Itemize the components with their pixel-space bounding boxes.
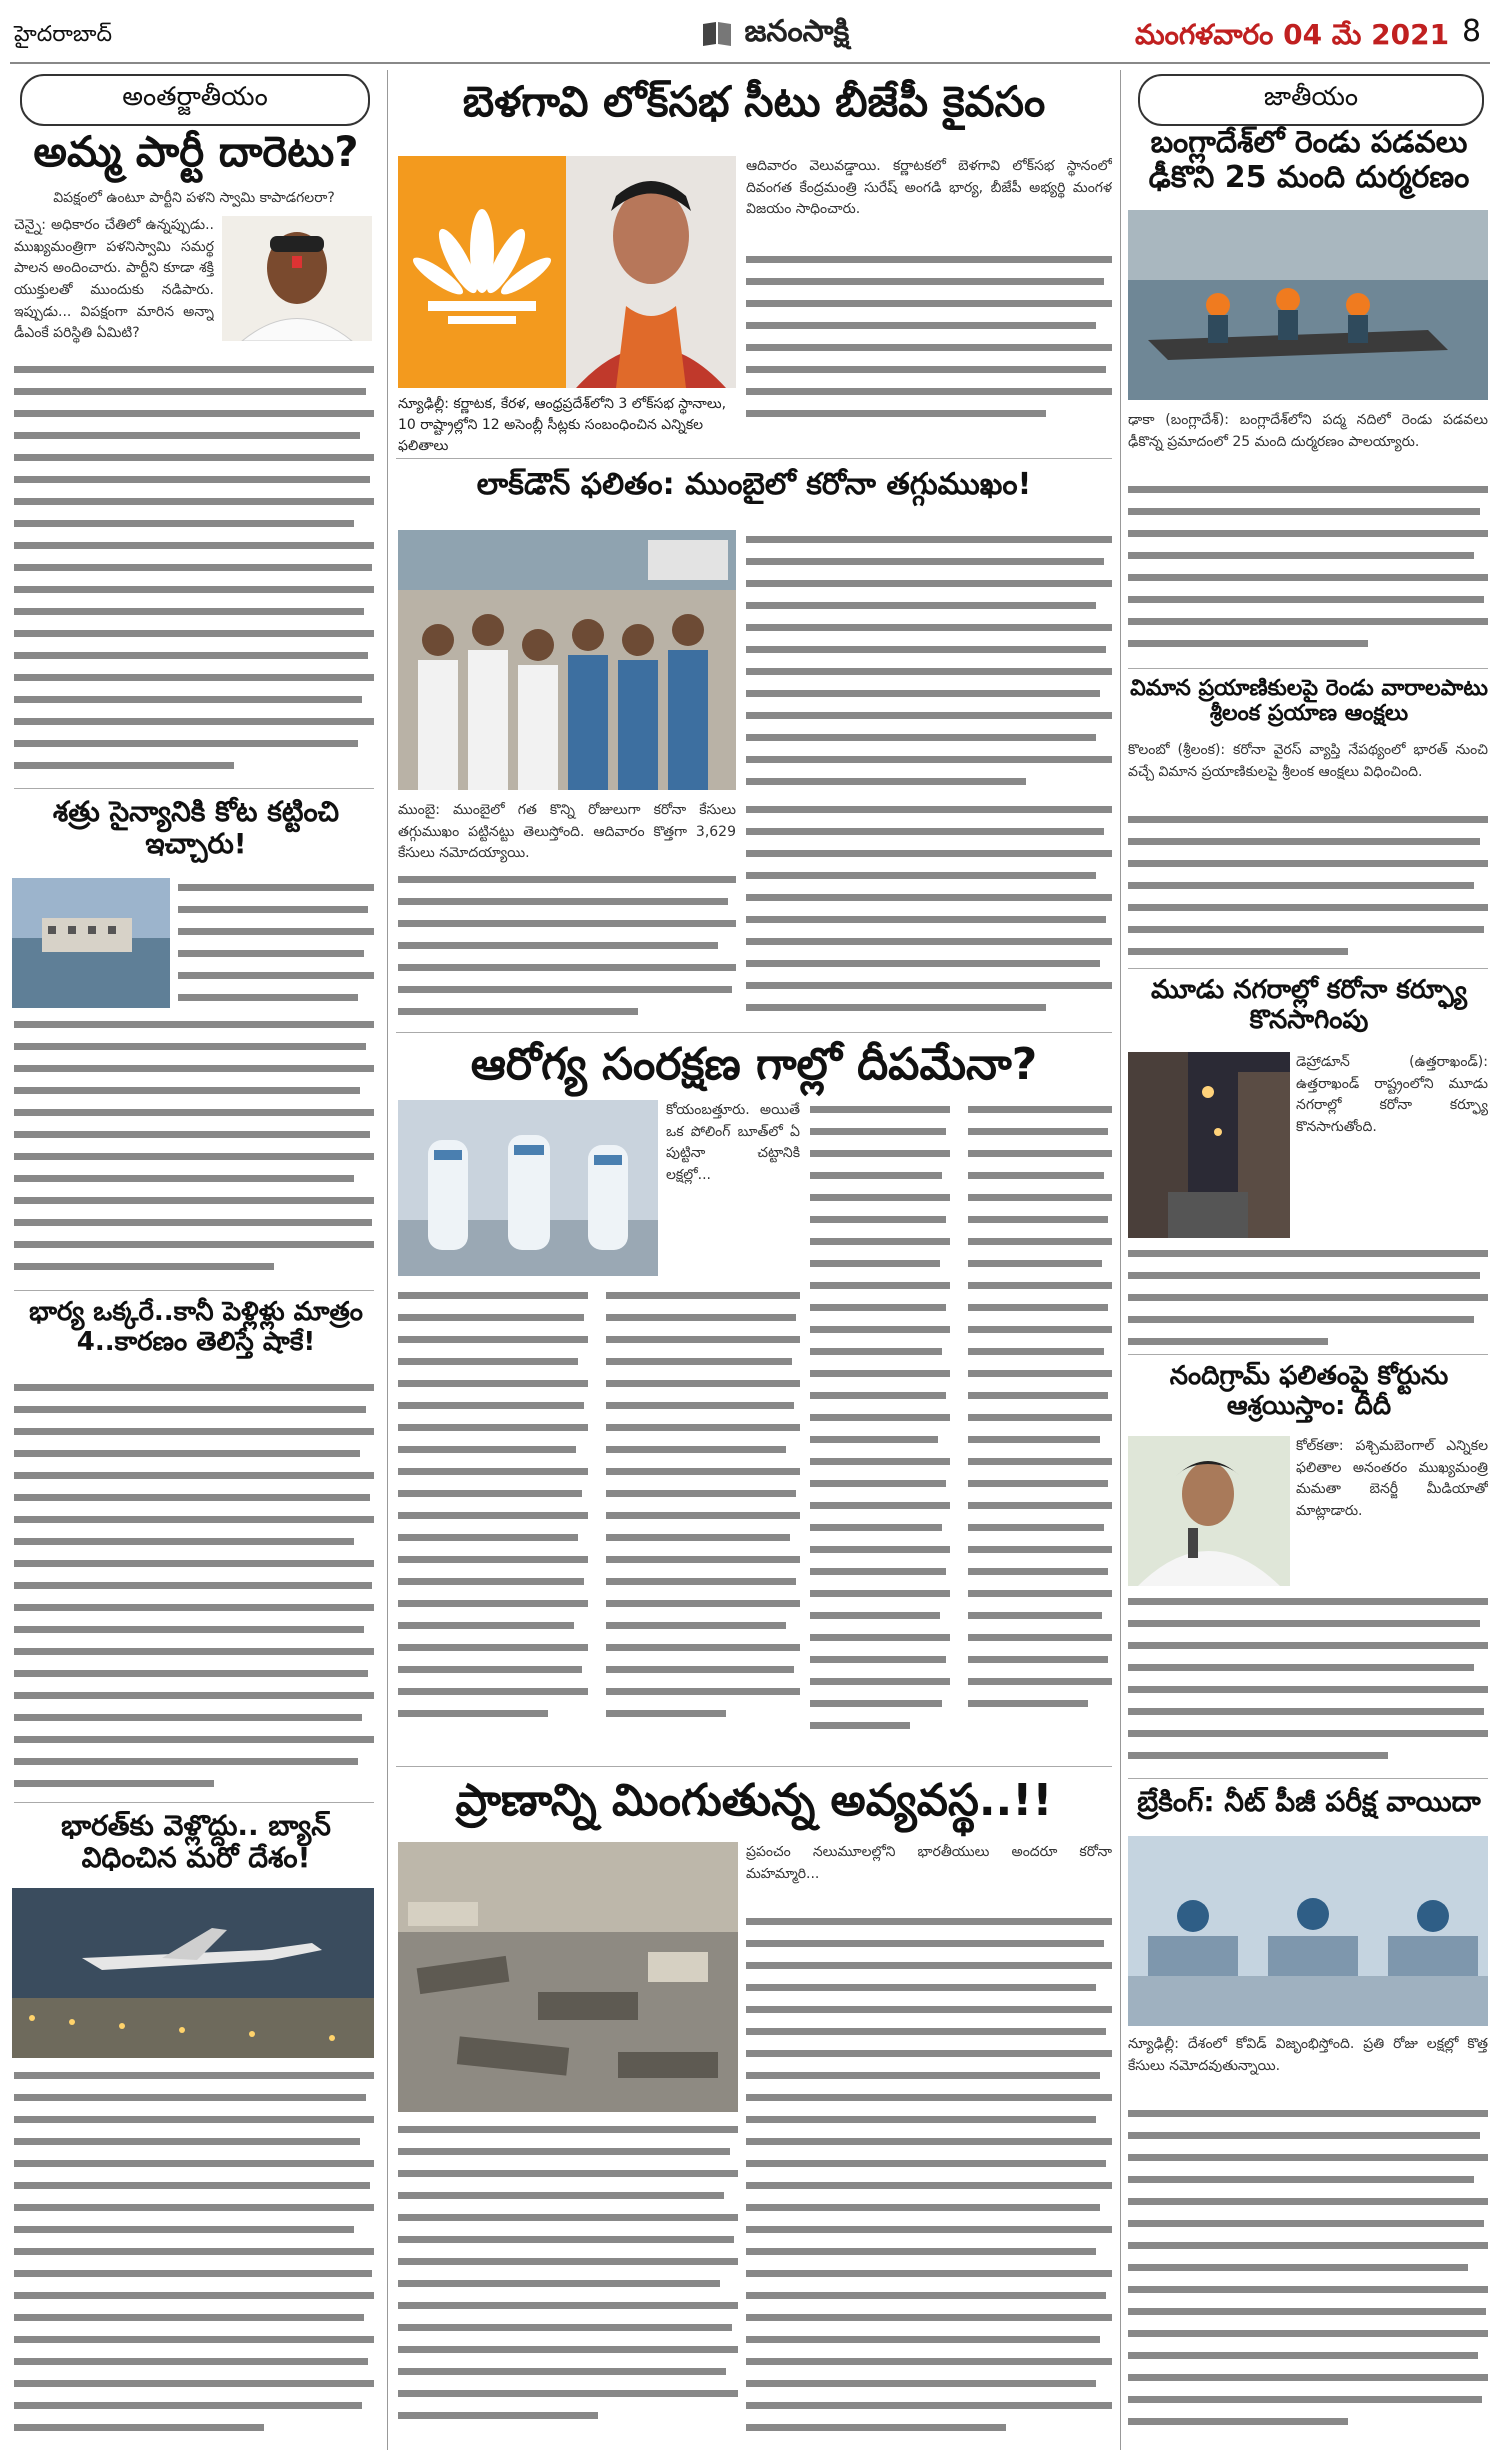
divider bbox=[14, 788, 374, 789]
photo-boat-rescue bbox=[1128, 210, 1488, 400]
article-belagavi-lead: ఆదివారం వెలువడ్డాయి. కర్ణాటకలో బెళగావి లోక్‌సభ స్థానంలో దివంగత కేంద్రమంత్రి సురేష్ అంగడి భార్య, బీజేపీ అభ్యర్థి మంగళ విజయం సాధించారు. bbox=[746, 158, 1112, 218]
article-healthcare-lead: కోయంబత్తూరు. అయితే ఒక పోలింగ్ బూత్‌లో ఏ పుట్టినా చట్టానికి లక్షల్లో... bbox=[666, 1102, 800, 1184]
headline-curfew: మూడు నగరాల్లో కరోనా కర్ఫ్యూ కొనసాగింపు bbox=[1151, 975, 1467, 1035]
article-fort-lead bbox=[178, 878, 374, 1008]
headline-srilanka-restrictions: విమాన ప్రయాణికులపై రెండు వారాలపాటు శ్రీలంక ప్రయాణ ఆంక్షలు bbox=[1130, 676, 1488, 727]
photo-panneerselvam bbox=[222, 216, 372, 341]
article-travel-ban-body bbox=[14, 2066, 374, 2446]
headline-nandigram: నందిగ్రామ్ ఫలితంపై కోర్టును ఆశ్రయిస్తాం: దీదీ bbox=[1169, 1361, 1449, 1421]
headline-healthcare: ఆరోగ్య సంరక్షణ గాల్లో దీపమేనా? bbox=[470, 1039, 1038, 1090]
divider bbox=[1128, 968, 1488, 969]
divider bbox=[1128, 1354, 1488, 1355]
article-mumbai-body-2 bbox=[746, 800, 1112, 1020]
headline-bangladesh-boats: బంగ్లాదేశ్‌లో రెండు పడవలు ఢీకొని 25 మంది దుర్మరణం bbox=[1148, 125, 1470, 195]
headline-mumbai-lockdown: లాక్‌డౌన్ ఫలితం: ముంబైలో కరోనా తగ్గుముఖం! bbox=[476, 467, 1032, 502]
article-amma-party-lead: చెన్నై: అధికారం చేతిలో ఉన్నప్పుడు.. ముఖ్యమంత్రిగా పళనిస్వామి సమర్థ పాలన అందించారు. పార్టీని కూడా శక్తి యుక్తులతో ముందుకు నడిపారు. ఇప్పుడు... విపక్షంగా మారిన అన్నా డీఎంకే పరిస్థితి ఏమిటి? bbox=[14, 217, 214, 342]
article-four-marriages-body bbox=[14, 1378, 374, 1798]
article-mumbai-lead: ముంబై: ముంబైలో గత కొన్ని రోజులుగా కరోనా కేసులు తగ్గుముఖం పట్టినట్టు తెలుస్తోంది. ఆదివారం కొత్తగా 3,629 కేసులు నమోదయ్యాయి. bbox=[398, 802, 736, 862]
photo-vaccination-queue bbox=[398, 530, 736, 790]
article-system-failure-body bbox=[746, 1912, 1112, 2442]
article-fort-body bbox=[14, 1015, 374, 1285]
photo-mamata bbox=[1128, 1436, 1290, 1586]
article-curfew-lead: డెహ్రాడూన్ (ఉత్తరాఖండ్): ఉత్తరాఖండ్ రాష్ట్రంలోని మూడు నగరాల్లో కరోనా కర్ఫ్యూ కొనసాగుతోంది. bbox=[1296, 1054, 1488, 1136]
article-neet-lead: న్యూఢిల్లీ: దేశంలో కోవిడ్ విజృంభిస్తోంది. ప్రతి రోజు లక్షల్లో కొత్త కేసులు నమోదవుతున్నాయి. bbox=[1128, 2036, 1488, 2074]
article-healthcare-body bbox=[398, 1286, 800, 1756]
book-icon bbox=[700, 18, 734, 48]
article-srilanka-lead: కొలంబో (శ్రీలంక): కరోనా వైరస్ వ్యాప్తి నేపథ్యంలో భారత్ నుంచి వచ్చే విమాన ప్రయాణికులపై శ్రీలంక ఆంక్షలు విధించింది. bbox=[1128, 742, 1488, 780]
issue-date: మంగళవారం 04 మే 2021 bbox=[1135, 18, 1450, 51]
photo-exam-hall bbox=[1128, 1836, 1488, 2026]
column-divider bbox=[387, 70, 388, 2450]
headline-fort: శత్రు సైన్యానికి కోట కట్టించి ఇచ్చారు! bbox=[52, 795, 340, 861]
newspaper-brand bbox=[700, 14, 849, 56]
divider bbox=[1128, 668, 1488, 669]
section-international: అంతర్జాతీయం bbox=[20, 74, 370, 126]
headline-travel-ban: భారత్‌కు వెళ్లొద్దు.. బ్యాన్ విధించిన మరో దేశం! bbox=[61, 1809, 331, 1875]
article-bangladesh-body bbox=[1128, 480, 1488, 660]
header-rule bbox=[10, 62, 1490, 64]
header-city: హైదరాబాద్ bbox=[14, 22, 112, 47]
headline-amma-party: అమ్మ పార్టీ దారెటు? bbox=[33, 127, 359, 176]
brand-name: జనంసాక్షి bbox=[744, 14, 850, 49]
article-nandigram-body bbox=[1128, 1592, 1488, 1772]
photo-mangala-angadi bbox=[566, 156, 736, 388]
headline-four-marriages: భార్య ఒక్కరే..కానీ పెళ్లిళ్లు మాత్రం 4..కారణం తెలిస్తే షాకే! bbox=[29, 1297, 363, 1357]
article-belagavi-body bbox=[746, 250, 1112, 440]
headline-belagavi: బెళగావి లోక్‌సభ సీటు బీజేపీ కైవసం bbox=[462, 77, 1046, 126]
article-mumbai-right bbox=[746, 530, 1112, 790]
article-nandigram-lead: కోల్‌కతా: పశ్చిమబెంగాల్ ఎన్నికల ఫలితాల అనంతరం ముఖ్యమంత్రి మమతా బెనర్జీ మీడియాతో మాట్లాడారు. bbox=[1296, 1438, 1488, 1520]
caption-belagavi: న్యూఢిల్లీ: కర్ణాటక, కేరళ, ఆంధ్రప్రదేశ్‌లోని 3 లోక్‌సభ స్థానాలు, 10 రాష్ట్రాల్లోని 12 అసెంబ్లీ సీట్లకు సంబంధించిన ఎన్నికల ఫలితాలు bbox=[398, 396, 727, 454]
kicker-amma-party: విపక్షంలో ఉంటూ పార్టీని పళని స్వామి కాపాడగలరా? bbox=[53, 190, 335, 206]
headline-system-failure: ప్రాణాన్ని మింగుతున్న అవ్యవస్థ..!! bbox=[455, 1775, 1053, 1826]
photo-bjp-symbol bbox=[398, 156, 566, 388]
headline-neet-pg: బ్రేకింగ్: నీట్ పీజీ పరీక్ష వాయిదా bbox=[1137, 1785, 1481, 1818]
article-amma-party-body bbox=[14, 360, 374, 780]
article-system-failure-body-2 bbox=[398, 2120, 738, 2442]
article-system-failure-lead: ప్రపంచం నలుమూలల్లోని భారతీయులు అందరూ కరోనా మహమ్మారి... bbox=[746, 1844, 1112, 1882]
photo-airplane bbox=[12, 1888, 374, 2058]
divider bbox=[1128, 1778, 1488, 1779]
photo-fort bbox=[12, 878, 170, 1008]
article-curfew-body bbox=[1128, 1244, 1488, 1348]
photo-ppe-workers bbox=[398, 1100, 658, 1276]
article-healthcare-body-2 bbox=[810, 1100, 1112, 1756]
article-mumbai-body bbox=[398, 870, 736, 1020]
divider bbox=[14, 1290, 374, 1291]
column-divider bbox=[1120, 70, 1121, 2450]
article-neet-body bbox=[1128, 2104, 1488, 2444]
photo-cremation-ground bbox=[398, 1842, 738, 2112]
article-bangladesh-lead: ఢాకా (బంగ్లాదేశ్): బంగ్లాదేశ్‌లోని పద్మ నదిలో రెండు పడవలు ఢీకొన్న ప్రమాదంలో 25 మంది దుర్మరణం పాలయ్యారు. bbox=[1128, 412, 1488, 450]
divider bbox=[396, 1766, 1112, 1767]
divider bbox=[14, 1802, 374, 1803]
page-number: 8 bbox=[1462, 14, 1482, 49]
photo-night-street bbox=[1128, 1052, 1290, 1238]
article-srilanka-body bbox=[1128, 810, 1488, 960]
divider bbox=[396, 1032, 1112, 1033]
divider bbox=[396, 458, 1112, 459]
section-national: జాతీయం bbox=[1138, 74, 1484, 126]
